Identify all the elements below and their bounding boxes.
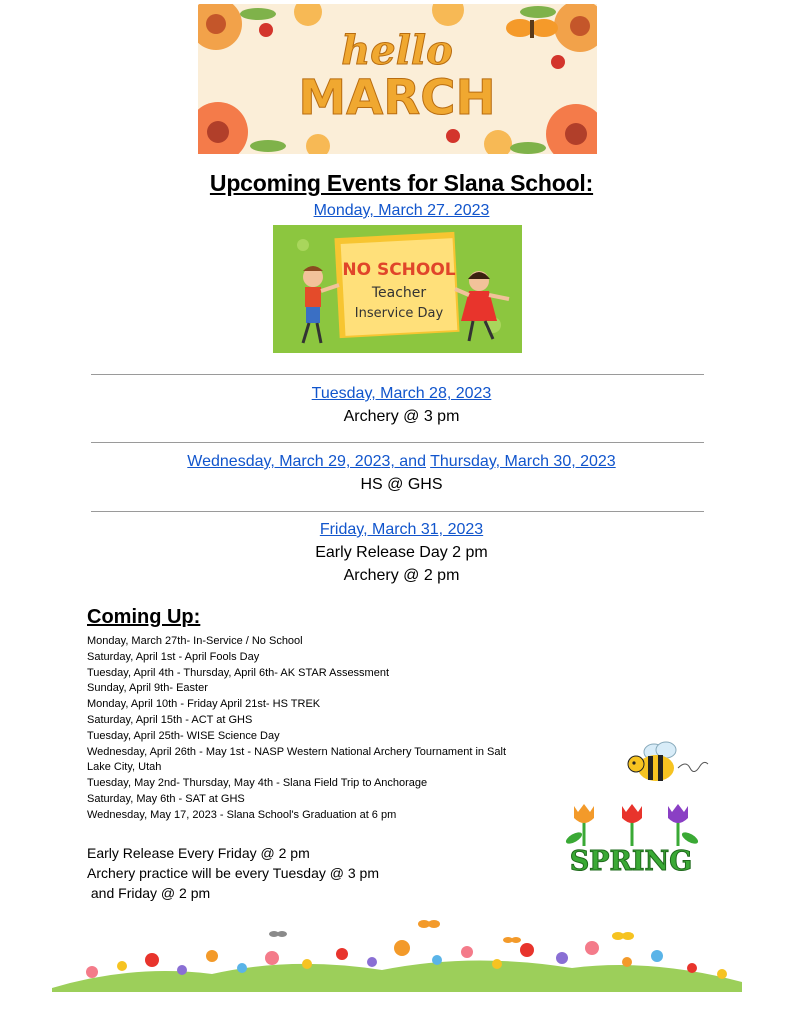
wed-thu-detail: HS @ GHS [360,476,443,493]
page-title: Upcoming Events for Slana School: [209,170,594,196]
archery-practice-note: Archery practice will be every Tuesday @ 3 pm [87,865,379,881]
wed-thu-dates [0,453,803,471]
flower-meadow-decoration [52,912,742,992]
list-item: Tuesday, April 25th- WISE Science Day [87,729,280,742]
list-item: Saturday, April 15th - ACT at GHS [87,713,253,726]
tulip-icon [564,804,700,846]
list-item: Monday, March 27th- In-Service / No School [87,635,303,647]
list-item: Monday, April 10th - Friday April 21st- HS TREK [87,698,321,711]
butterfly-icon [269,920,634,943]
hello-march-banner [198,4,597,154]
early-release-note: Early Release Every Friday @ 2 pm [87,845,310,861]
coming-up-list [87,634,547,824]
divider [91,374,704,375]
monday-date-link[interactable]: Monday, March 27. 2023 [313,202,490,219]
thursday-date-link[interactable]: Thursday, March 30, 2023 [430,453,616,470]
wednesday-date-link[interactable]: Wednesday, March 29, 2023, and [187,453,426,470]
tuesday-date-link[interactable]: Tuesday, March 28, 2023 [311,385,492,402]
list-item: Saturday, May 6th - SAT at GHS [87,792,245,805]
spring-graphic [544,800,719,878]
friday-detail-archery: Archery @ 2 pm [343,567,460,584]
bee-icon [620,738,710,788]
list-item: Wednesday, May 17, 2023 - Slana School's Graduation at 6 pm [87,808,397,821]
list-item: Tuesday, May 2nd- Thursday, May 4th - Slana Field Trip to Anchorage [87,777,428,790]
coming-up-heading: Coming Up: [87,606,201,628]
list-item: Tuesday, April 4th - Thursday, April 6th- AK STAR Assessment [87,666,390,679]
friday-detail-early-release: Early Release Day 2 pm [315,544,488,561]
banner-hello-text: hello [341,27,453,74]
list-item: Saturday, April 1st - April Fools Day [87,650,260,663]
spring-word: SPRING [569,846,693,877]
banner-march-text: MARCH [298,70,496,126]
divider [91,442,704,443]
archery-friday-note: and Friday @ 2 pm [87,885,211,901]
friday-date-link[interactable]: Friday, March 31, 2023 [319,521,484,538]
list-item: Wednesday, April 26th - May 1st - NASP Western National Archery Tournament in Salt Lake City, Utah [87,745,507,774]
list-item: Sunday, April 9th- Easter [87,682,208,695]
teacher-text: Teacher [371,285,427,301]
divider [91,511,704,512]
notes-block [87,843,379,903]
butterfly-icon [506,19,558,38]
inservice-day-text: Inservice Day [354,306,444,321]
no-school-graphic [273,225,522,353]
tuesday-detail: Archery @ 3 pm [343,408,460,425]
no-school-text: NO SCHOOL [342,260,456,280]
